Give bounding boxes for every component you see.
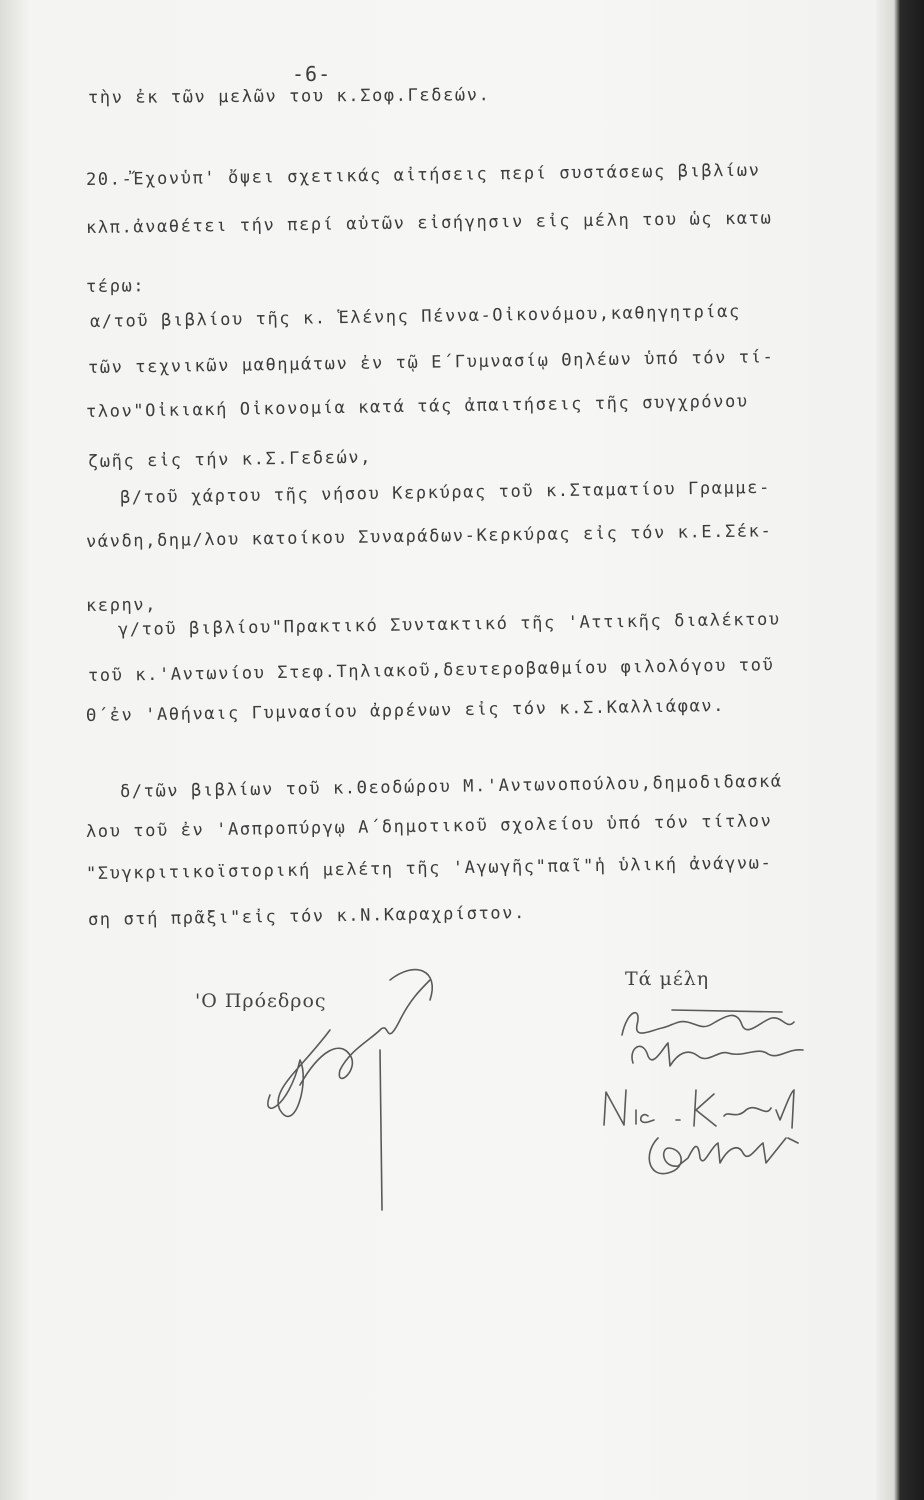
text-line: τὴν ἐκ τῶν μελῶν του κ.Σοφ.Γεδεών.	[87, 85, 491, 108]
text-line: Θ΄ἐν 'Αθήναις Γυμνασίου ἀρρένων εἰς τόν κ.Σ.Καλλιάφαν.	[85, 695, 726, 726]
president-signature	[240, 960, 460, 1200]
text-line: τοῦ κ.'Αντωνίου Στεφ.Τηλιακοῦ,δευτεροβαθμίου φιλολόγου τοῦ	[87, 655, 775, 686]
text-line: κερην,	[85, 594, 158, 616]
member-signature-4	[638, 1118, 808, 1188]
text-line: "Συγκριτικοϊστορική μελέτη τῆς 'Αγωγῆς"παῖ"ἡ ὑλική ἀνάγνω-	[85, 853, 773, 884]
member-signature-2	[618, 1028, 818, 1078]
text-line: ση στή πρᾶξι"εἰς τόν κ.Ν.Καραχρίστον.	[87, 903, 526, 930]
members-label: Τά μέλη	[625, 968, 710, 990]
text-line: τλον"Οἰκιακή Οἰκονομία κατά τάς ἀπαιτήσεις τῆς συγχρόνου	[85, 391, 749, 422]
text-line: νάνδη,δημ/λου κατοίκου Συναράδων-Κερκύρας εἰς τόν κ.Ε.Σέκ-	[85, 521, 773, 552]
scan-edge	[876, 0, 924, 1500]
text-line: τῶν τεχνικῶν μαθημάτων ἐν τῷ Ε΄Γυμνασίῳ Θηλέων ὑπό τόν τί-	[87, 347, 775, 378]
text-line: κλπ.ἀναθέτει τήν περί αὐτῶν εἰσήγησιν εἰς μέλη του ὡς κατω	[85, 208, 773, 238]
text-line: γ/τοῦ βιβλίου"Πρακτικό Συντακτικό τῆς 'Αττικῆς διαλέκτου	[117, 609, 781, 640]
text-line: 20.-Ἔχονὑπ' ὄψει σχετικάς αἰτήσεις περί συστάσεως βιβλίων	[85, 160, 761, 190]
text-line: ζωῆς εἰς τήν κ.Σ.Γεδεών,	[87, 447, 373, 472]
text-line: δ/τῶν βιβλίων τοῦ κ.Θεοδώρου Μ.'Αντωνοπούλου,δημοδιδασκά	[119, 771, 783, 802]
president-label: 'Ο Πρόεδρος	[195, 990, 327, 1012]
text-line: α/τοῦ βιβλίου τῆς κ. Ἑλένης Πέννα-Οἰκονόμου,καθηγητρίας	[89, 301, 741, 332]
text-line: λου τοῦ ἐν 'Ασπροπύργῳ Α΄δημοτικοῦ σχολείου ὑπό τόν τίτλον	[85, 811, 773, 842]
text-line: β/τοῦ χάρτου τῆς νήσου Κερκύρας τοῦ κ.Σταματίου Γραμμε-	[119, 477, 771, 508]
page-number: -6-	[292, 62, 332, 86]
text-line: τέρω:	[85, 276, 146, 297]
